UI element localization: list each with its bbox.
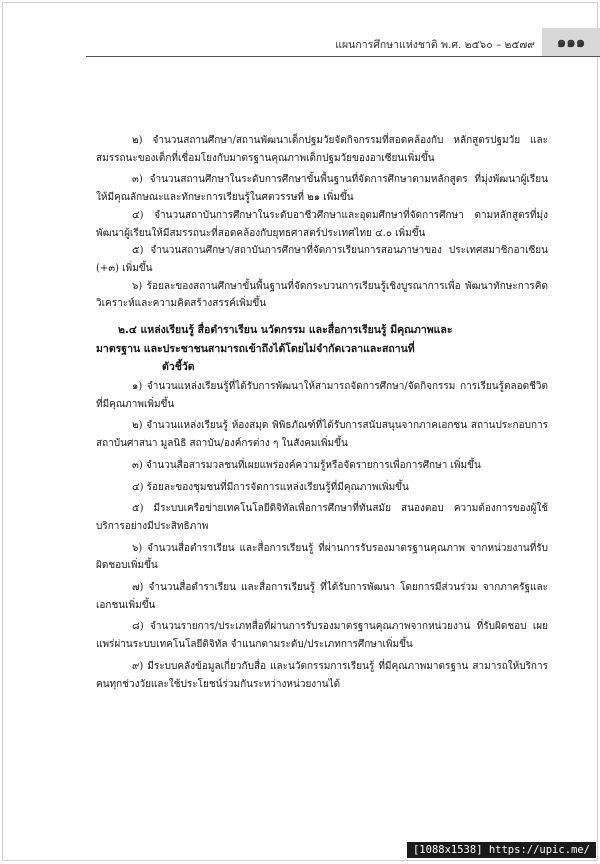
indicator-list-2 bbox=[96, 378, 548, 693]
indicator-item: ๓) จำนวนสื่อสารมวลชนที่เผยแพร่องค์ความรู้หรือจัดรายการเพื่อการศึกษา เพิ่มขึ้น bbox=[132, 459, 481, 471]
indicator-item: ๕) มีระบบเครือข่ายเทคโนโลยีดิจิทัลเพื่อการศึกษาที่ทันสมัย สนองตอบ ความต้องการของผู้ใช้บริการอย่างมีประสิทธิภาพ bbox=[96, 503, 549, 532]
indicators-label: ตัวชี้วัด bbox=[162, 361, 195, 374]
indicator-item: ๖) จำนวนสื่อตำราเรียน และสื่อการเรียนรู้ ที่ผ่านการรับรองมาตรฐานคุณภาพ จากหน่วยงานที่รับผิดชอบเพิ่มขึ้น bbox=[96, 542, 548, 572]
indicator-item: ๕) จำนวนสถานศึกษา/สถาบันการศึกษาที่จัดการเรียนการสอนภาษาของ ประเทศสมาชิกอาเซียน (+๓) เพิ่มขึ้น bbox=[96, 245, 548, 274]
section-heading: ๒.๔ แหล่งเรียนรู้ สื่อตำราเรียน นวัตกรรม และสื่อการเรียนรู้ มีคุณภาพและ bbox=[118, 324, 453, 337]
header-title: แผนการศึกษาแห่งชาติ พ.ศ. ๒๕๖๐ – ๒๕๗๙ bbox=[335, 39, 535, 51]
image-source-badge: [1088x1538] https://upic.me/ bbox=[407, 842, 596, 858]
indicator-item: ๒) จำนวนแหล่งเรียนรู้ ห้องสมุด พิพิธภัณฑ์ที่ได้รับการสนับสนุนจากภาคเอกชน สถานประกอบการ สถาบันศาสนา มูลนิธิ สถาบัน/องค์กรต่าง ๆ ในสังคมเพิ่มขึ้น bbox=[96, 420, 548, 450]
indicator-item: ๖) ร้อยละของสถานศึกษาขั้นพื้นฐานที่จัดกระบวนการเรียนรู้เชิงบูรณาการเพื่อ พัฒนาทักษะการคิดวิเคราะห์และความคิดสร้างสรรค์เพิ่มขึ้น bbox=[96, 280, 548, 310]
section-heading-cont: มาตรฐาน และประชาชนสามารถเข้าถึงได้โดยไม่จำกัดเวลาและสถานที่ bbox=[96, 342, 415, 355]
indicator-item: ๓) จำนวนสถานศึกษาในระดับการศึกษาขั้นพื้นฐานที่จัดการศึกษาตามหลักสูตร ที่มุ่งพัฒนาผู้เรียนให้มีคุณลักษณะและทักษะการเรียนรู้ในศตวรรษที่ ๒๑ เพิ่มขึ้น bbox=[96, 174, 548, 204]
indicator-item: ๗) จำนวนสื่อตำราเรียน และสื่อการเรียนรู้ ที่ได้รับการพัฒนา โดยการมีส่วนร่วม จากภาครัฐและเอกชนเพิ่มขึ้น bbox=[96, 582, 548, 611]
indicator-item: ๔) จำนวนสถาบันการศึกษาในระดับอาชีวศึกษาและอุดมศึกษาที่จัดการศึกษา ตามหลักสูตรที่มุ่งพัฒนาผู้เรียนให้มีสมรรถนะที่สอดคล้องกับยุทธศาสตร์ประเทศไทย ๔.๐ เพิ่มขึ้น bbox=[96, 209, 548, 239]
page-number-box bbox=[542, 28, 600, 56]
header-rule bbox=[86, 56, 600, 57]
indicator-item: ๔) ร้อยละของชุมชนที่มีการจัดการแหล่งเรียนรู้ที่มีคุณภาพเพิ่มขึ้น bbox=[132, 481, 409, 493]
page-header bbox=[0, 28, 600, 58]
indicator-item: ๑) จำนวนแหล่งเรียนรู้ที่ได้รับการพัฒนาให้สามารถจัดการศึกษา/จัดกิจกรรม การเรียนรู้ตลอดชีวิตที่มีคุณภาพเพิ่มขึ้น bbox=[96, 381, 548, 410]
page-number: ๑๑๑ bbox=[556, 33, 586, 51]
indicator-list-1 bbox=[96, 132, 548, 313]
indicator-item: ๙) มีระบบคลังข้อมูลเกี่ยวกับสื่อ และนวัตกรรมการเรียนรู้ ที่มีคุณภาพมาตรฐาน สามารถให้บริการคนทุกช่วงวัยและใช้ประโยชน์ร่วมกันระหว่างหน่วยงานได้ bbox=[96, 660, 548, 690]
indicator-item: ๒) จำนวนสถานศึกษา/สถานพัฒนาเด็กปฐมวัยจัดกิจกรรมที่สอดคล้องกับ หลักสูตรปฐมวัย และสมรรถนะของเด็กที่เชื่อมโยงกับมาตรฐานคุณภาพเด็กปฐมวัยของอาเซียนเพิ่มขึ้น bbox=[96, 135, 548, 164]
document-body bbox=[96, 132, 548, 693]
indicator-item: ๘) จำนวนรายการ/ประเภทสื่อที่ผ่านการรับรองมาตรฐานคุณภาพจากหน่วยงาน ที่รับผิดชอบ เผยแพร่ผ่านระบบเทคโนโลยีดิจิทัล จำแนกตามระดับ/ประเภทการศึกษาเพิ่มขึ้น bbox=[96, 621, 549, 651]
